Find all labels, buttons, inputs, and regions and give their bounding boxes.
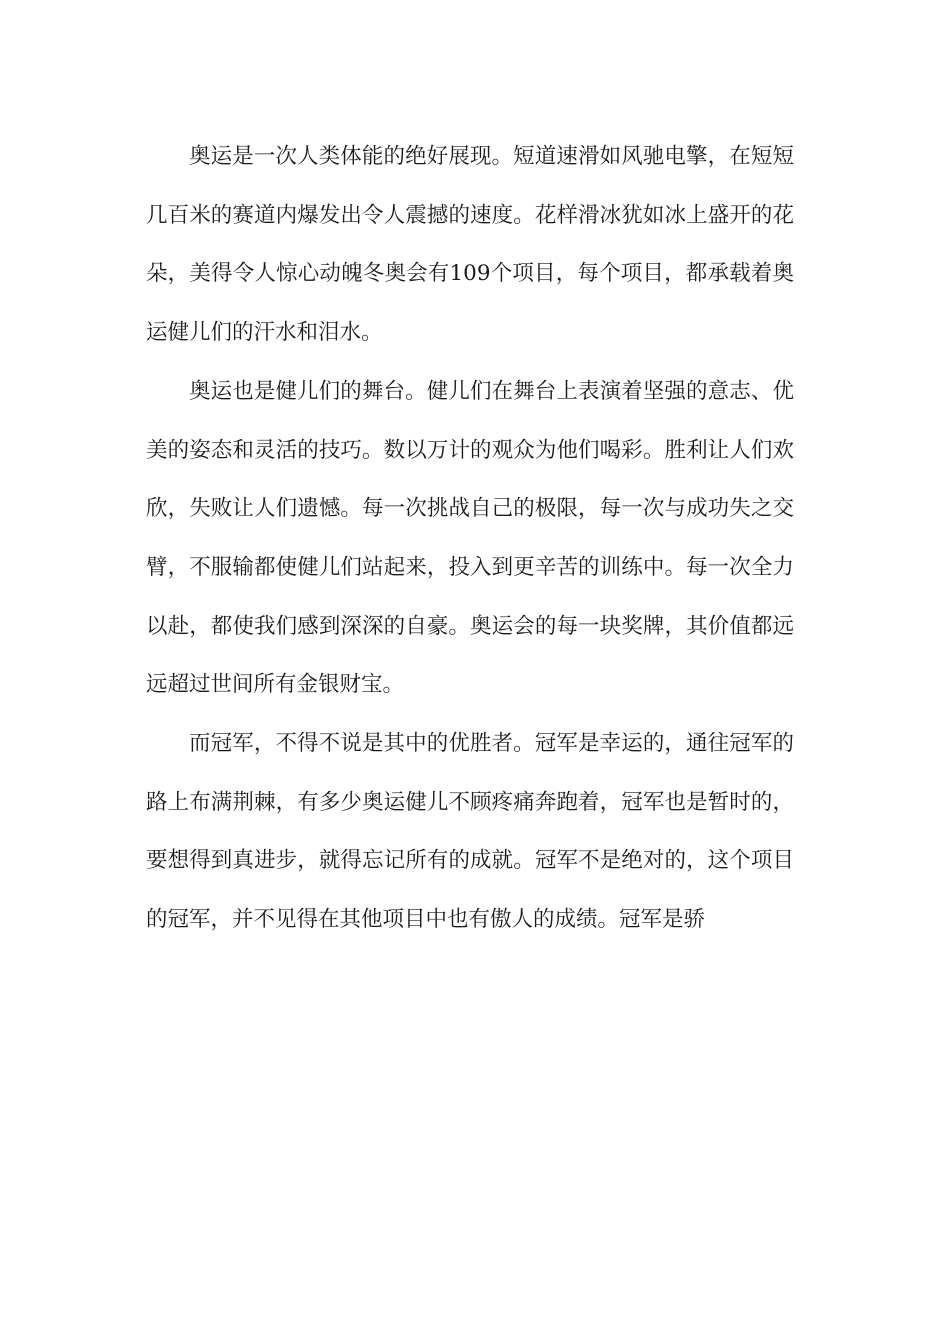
paragraph-champions: 而冠军，不得不说是其中的优胜者。冠军是幸运的，通往冠军的路上布满荆棘，有多少奥运健儿不顾疼痛奔跑着，冠军也是暂时的，要想得到真进步，就得忘记所有的成就。冠军不是绝对的，这个项目的冠军，并不见得在其他项目中也有傲人的成绩。冠军是骄 xyxy=(146,731,794,933)
article-body xyxy=(146,128,794,950)
paragraph-olympics-physical-display: 奥运是一次人类体能的绝好展现。短道速滑如风驰电擎，在短短几百米的赛道内爆发出令人震撼的速度。花样滑冰犹如冰上盛开的花朵，美得令人惊心动魄冬奥会有109个项目，每个项目，都承载着奥运健儿们的汗水和泪水。 xyxy=(146,144,794,346)
paragraph-athletes-stage: 奥运也是健儿们的舞台。健儿们在舞台上表演着坚强的意志、优美的姿态和灵活的技巧。数以万计的观众为他们喝彩。胜利让人们欢欣，失败让人们遗憾。每一次挑战自己的极限，每一次与成功失之交臂，不服输都使健儿们站起来，投入到更辛苦的训练中。每一次全力以赴，都使我们感到深深的自豪。奥运会的每一块奖牌，其价值都远远超过世间所有金银财宝。 xyxy=(146,378,794,698)
